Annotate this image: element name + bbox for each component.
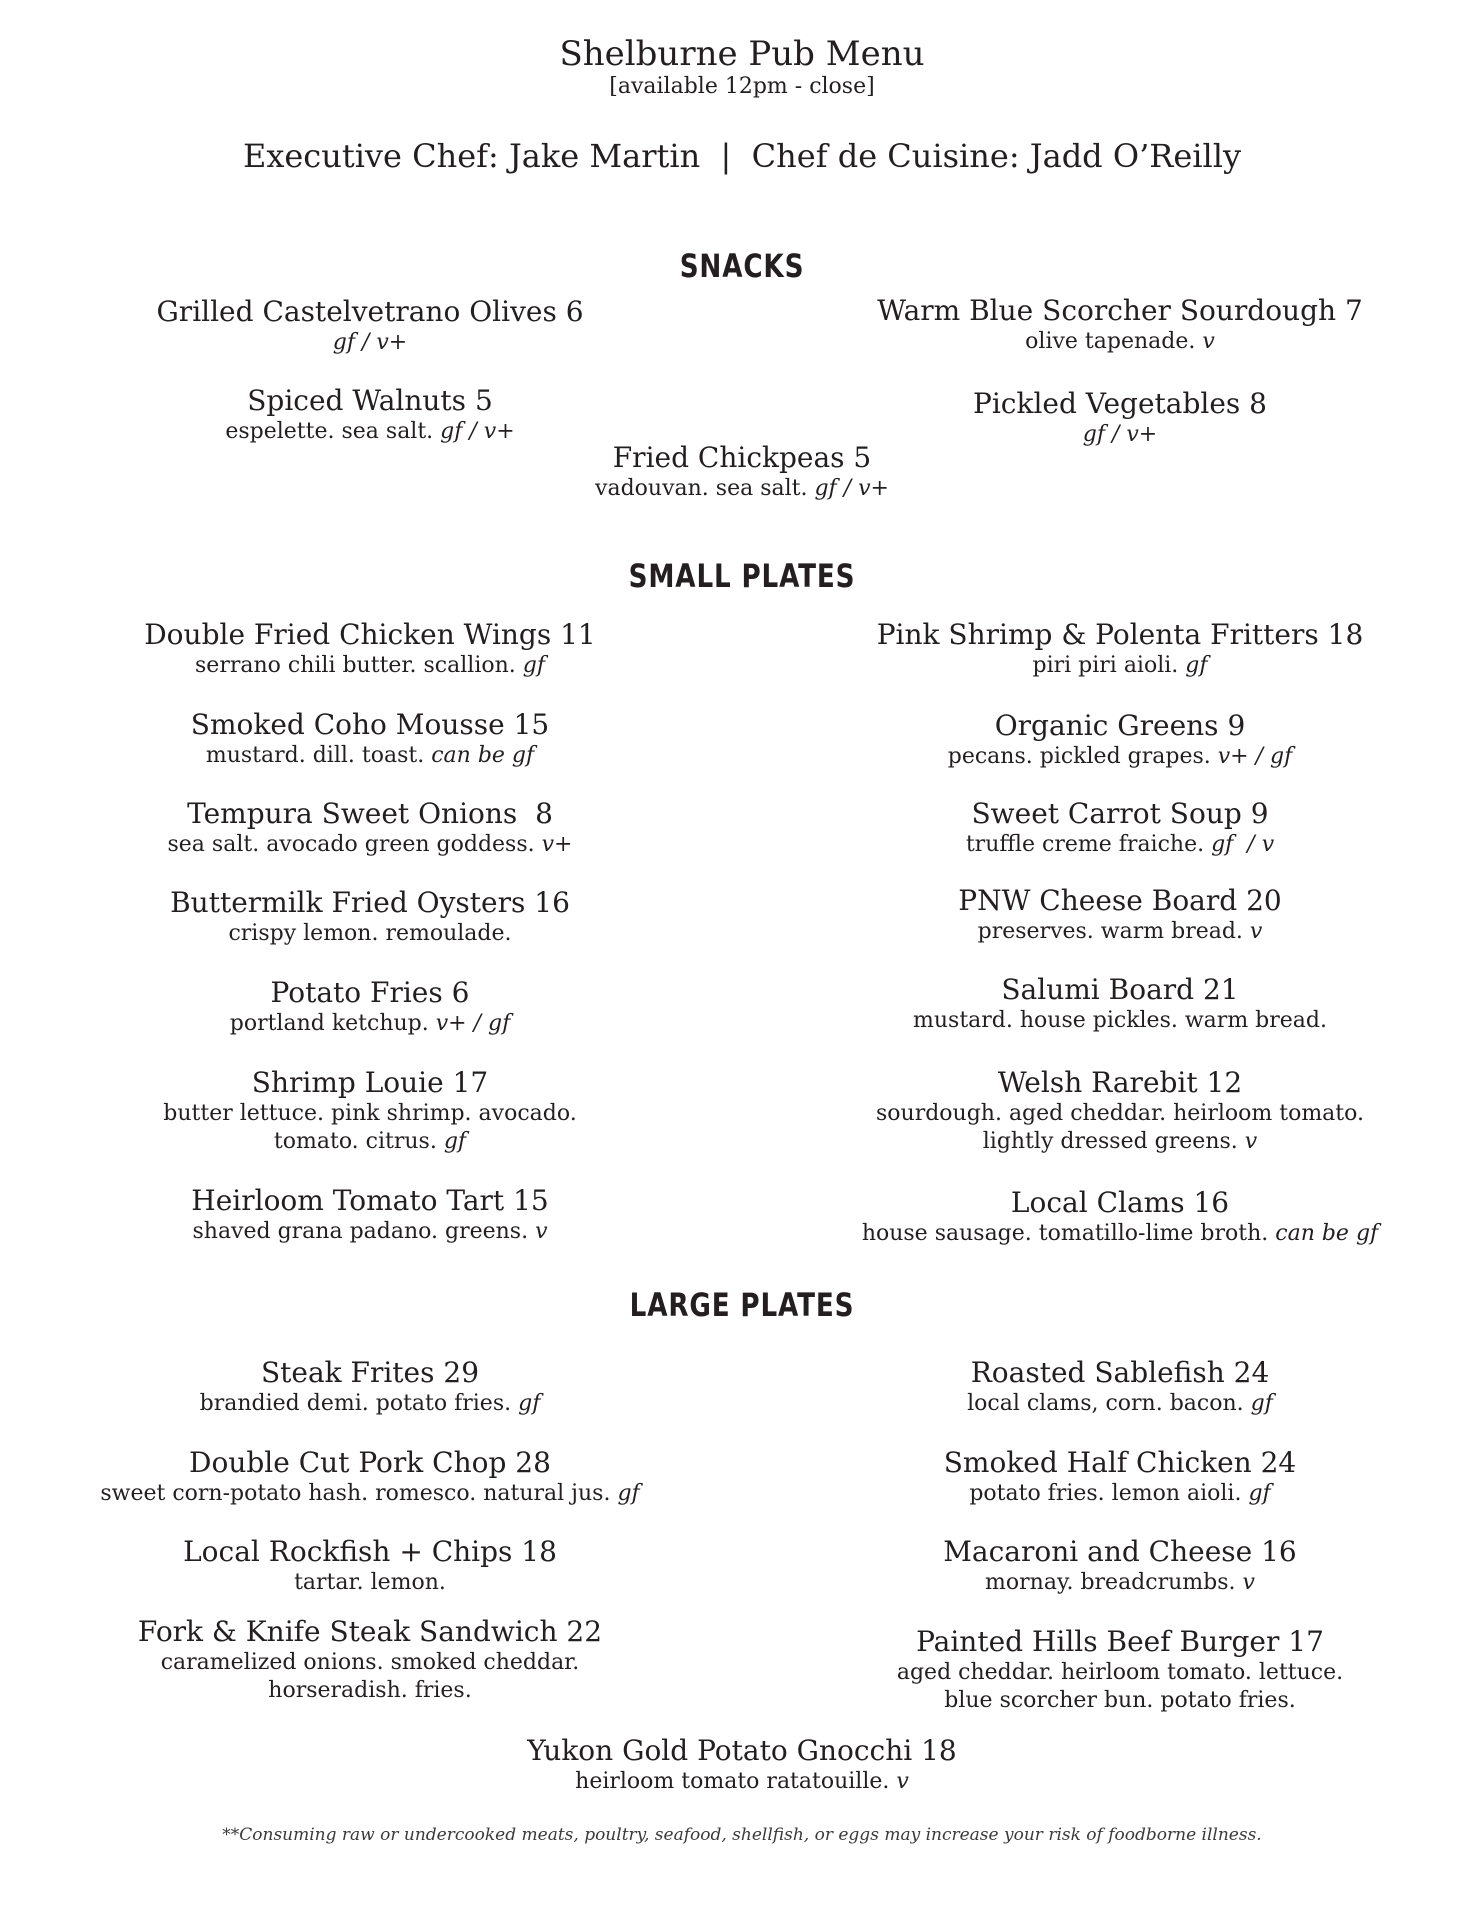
menu-item xyxy=(830,1066,1410,1156)
item-desc: house sausage. tomatillo-lime broth. can be gf xyxy=(861,1221,1379,1246)
menu-item xyxy=(830,973,1410,1035)
item-desc: mustard. dill. toast. can be gf xyxy=(205,743,535,768)
item-desc: portland ketchup. v+ / gf xyxy=(229,1011,511,1036)
item-name: Painted Hills Beef Burger 17 xyxy=(916,1625,1324,1658)
item-desc: piri piri aioli. gf xyxy=(1032,653,1208,678)
chefs-line: Executive Chef: Jake Martin | Chef de Cuisine: Jadd O’Reilly xyxy=(242,137,1242,175)
diet-tags: v xyxy=(1244,1129,1258,1154)
item-desc xyxy=(110,329,630,357)
menu-item xyxy=(90,618,650,680)
item-name: Local Clams 16 xyxy=(1010,1186,1230,1219)
item-name: Buttermilk Fried Oysters 16 xyxy=(170,886,570,919)
item-desc: serrano chili butter. scallion. gf xyxy=(195,653,545,678)
diet-tags: v+ xyxy=(541,832,573,857)
diet-tags: gf / v xyxy=(1211,832,1275,857)
item-desc: shaved grana padano. greens. v xyxy=(192,1219,548,1244)
menu-item xyxy=(80,1446,660,1508)
diet-tags: gf xyxy=(1250,1391,1273,1416)
diet-tags: gf / v+ xyxy=(814,476,889,501)
item-name: Pickled Vegetables 8 xyxy=(973,387,1267,420)
item-desc: mustard. house pickles. warm bread. xyxy=(913,1008,1327,1033)
item-desc-line2: horseradish. fries. xyxy=(268,1678,472,1703)
menu-item xyxy=(90,886,650,948)
item-name: Roasted Sablefish 24 xyxy=(970,1356,1270,1389)
item-name: Fried Chickpeas 5 xyxy=(612,441,872,474)
menu-item xyxy=(830,1625,1410,1715)
item-name: Grilled Castelvetrano Olives 6 xyxy=(156,295,584,328)
food-safety-disclaimer: **Consuming raw or undercooked meats, poultry, seafood, shellfish, or eggs may increase your risk of foodborne illness. xyxy=(222,1825,1262,1845)
diet-tags: can be gf xyxy=(1275,1221,1379,1246)
item-desc: olive tapenade. v xyxy=(1025,329,1215,354)
diet-tags: v xyxy=(1202,329,1215,354)
menu-item xyxy=(90,708,650,770)
menu-item xyxy=(80,1615,660,1705)
item-name: Pink Shrimp & Polenta Fritters 18 xyxy=(876,618,1364,651)
item-name: Local Rockfish + Chips 18 xyxy=(183,1535,557,1568)
diet-tags: v xyxy=(1249,919,1263,944)
menu-item-olives xyxy=(110,295,630,357)
diet-tags: gf xyxy=(518,1391,541,1416)
item-desc: caramelized onions. smoked cheddar. xyxy=(160,1650,580,1675)
item-desc-line2: lightly dressed greens. v xyxy=(982,1129,1258,1154)
menu-item xyxy=(830,884,1410,946)
menu-item-sourdough xyxy=(850,294,1390,356)
diet-tags: gf / v+ xyxy=(440,419,515,444)
item-name: Organic Greens 9 xyxy=(994,709,1246,742)
menu-item xyxy=(90,976,650,1038)
menu-item-pickled-vegetables xyxy=(850,387,1390,449)
section-heading-snacks: SNACKS xyxy=(679,247,805,285)
menu-title: Shelburne Pub Menu xyxy=(559,34,925,74)
section-heading-small-plates: SMALL PLATES xyxy=(628,557,856,595)
item-desc: sweet corn-potato hash. romesco. natural jus. gf xyxy=(100,1481,640,1506)
item-desc: brandied demi. potato fries. gf xyxy=(199,1391,541,1416)
item-name: Double Cut Pork Chop 28 xyxy=(189,1446,551,1479)
item-desc: heirloom tomato ratatouille. v xyxy=(575,1769,909,1794)
item-name: PNW Cheese Board 20 xyxy=(958,884,1282,917)
diet-tags: gf xyxy=(522,653,545,678)
menu-item xyxy=(830,797,1410,859)
item-name: Shrimp Louie 17 xyxy=(251,1066,489,1099)
item-name: Salumi Board 21 xyxy=(1001,973,1239,1006)
item-desc: espelette. sea salt. gf / v+ xyxy=(225,419,515,444)
item-desc xyxy=(850,421,1390,449)
diet-tags: gf / v+ xyxy=(332,330,408,355)
diet-tags: v+ / gf xyxy=(435,1011,511,1036)
item-desc: sea salt. avocado green goddess. v+ xyxy=(167,832,573,857)
diet-tags: gf xyxy=(1185,653,1208,678)
item-name: Sweet Carrot Soup 9 xyxy=(971,797,1269,830)
item-desc: truffle creme fraiche. gf / v xyxy=(965,832,1275,857)
item-name: Potato Fries 6 xyxy=(270,976,470,1009)
availability-note: [available 12pm - close] xyxy=(609,74,875,99)
item-name: Fork & Knife Steak Sandwich 22 xyxy=(137,1615,603,1648)
item-name: Double Fried Chicken Wings 11 xyxy=(144,618,596,651)
item-name: Smoked Half Chicken 24 xyxy=(943,1446,1297,1479)
menu-item xyxy=(830,618,1410,680)
menu-item xyxy=(80,1356,660,1418)
menu-item xyxy=(830,1446,1410,1508)
item-desc-line2: blue scorcher bun. potato fries. xyxy=(944,1688,1296,1713)
diet-tags: v xyxy=(896,1769,909,1794)
diet-tags: gf xyxy=(617,1481,640,1506)
item-desc: pecans. pickled grapes. v+ / gf xyxy=(947,744,1293,769)
menu-item-gnocchi xyxy=(442,1734,1042,1796)
menu-item-walnuts xyxy=(110,384,630,446)
item-name: Heirloom Tomato Tart 15 xyxy=(191,1184,549,1217)
diet-tags: v xyxy=(1242,1570,1255,1595)
item-desc-line2: tomato. citrus. gf xyxy=(273,1129,467,1154)
item-desc: butter lettuce. pink shrimp. avocado. xyxy=(163,1101,577,1126)
item-name: Tempura Sweet Onions 8 xyxy=(187,797,553,830)
item-name: Macaroni and Cheese 16 xyxy=(943,1535,1297,1568)
item-desc: preserves. warm bread. v xyxy=(977,919,1263,944)
menu-item xyxy=(90,1184,650,1246)
item-desc: vadouvan. sea salt. gf / v+ xyxy=(595,476,889,501)
item-desc: mornay. breadcrumbs. v xyxy=(985,1570,1255,1595)
item-desc: sourdough. aged cheddar. heirloom tomato. xyxy=(875,1101,1364,1126)
item-name: Warm Blue Scorcher Sourdough 7 xyxy=(877,294,1363,327)
item-name: Yukon Gold Potato Gnocchi 18 xyxy=(527,1734,957,1767)
diet-tags: can be gf xyxy=(431,743,535,768)
item-name: Smoked Coho Mousse 15 xyxy=(190,708,550,741)
menu-item xyxy=(80,1535,660,1597)
item-name: Welsh Rarebit 12 xyxy=(997,1066,1243,1099)
item-name: Spiced Walnuts 5 xyxy=(247,384,493,417)
menu-item-chickpeas xyxy=(490,441,994,503)
item-desc: crispy lemon. remoulade. xyxy=(228,921,512,946)
item-desc: aged cheddar. heirloom tomato. lettuce. xyxy=(896,1660,1344,1685)
item-desc: tartar. lemon. xyxy=(294,1570,446,1595)
diet-tags: gf / v+ xyxy=(1082,422,1158,447)
diet-tags: v+ / gf xyxy=(1217,744,1293,769)
menu-item xyxy=(830,1186,1410,1248)
item-desc: local clams, corn. bacon. gf xyxy=(967,1391,1273,1416)
item-name: Steak Frites 29 xyxy=(260,1356,480,1389)
section-heading-large-plates: LARGE PLATES xyxy=(629,1286,855,1324)
diet-tags: v xyxy=(535,1219,548,1244)
item-desc: potato fries. lemon aioli. gf xyxy=(969,1481,1271,1506)
menu-item xyxy=(830,709,1410,771)
menu-item xyxy=(90,1066,650,1156)
menu-item xyxy=(90,797,650,859)
diet-tags: gf xyxy=(1248,1481,1271,1506)
diet-tags: gf xyxy=(443,1129,467,1154)
menu-item xyxy=(830,1535,1410,1597)
menu-item xyxy=(830,1356,1410,1418)
